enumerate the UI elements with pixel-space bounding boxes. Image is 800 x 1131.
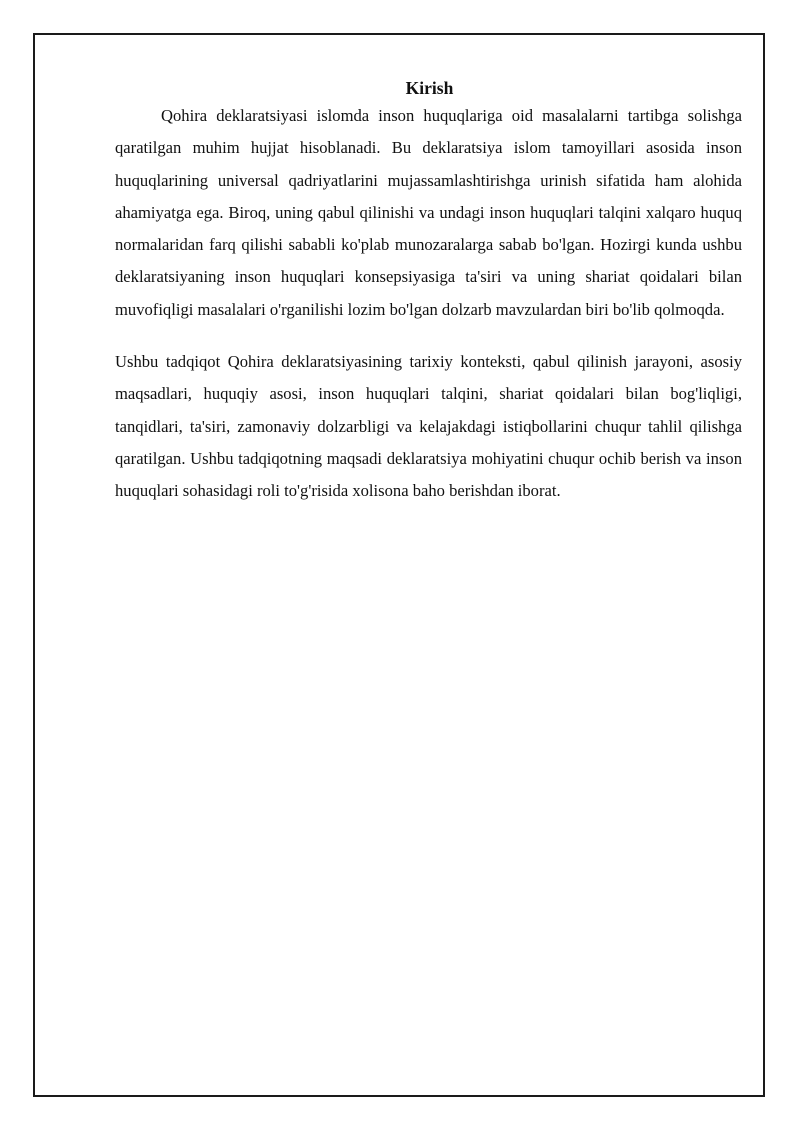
document-body [115, 76, 742, 508]
paragraph-research-aim: Ushbu tadqiqot Qohira deklaratsiyasining tarixiy konteksti, qabul qilinish jarayoni, asosiy maqsadlari, huquqiy asosi, inson huquqlari talqini, shariat qoidalari bilan bog'liqligi, tanqidlari, ta'siri, zamonaviy dolzarbligi va kelajakdagi istiqbollarini chuqur tahlil qilishga qaratilgan. Ushbu tadqiqotning maqsadi deklaratsiya mohiyatini chuqur ochib berish va inson huquqlari sohasidagi roli to'g'risida xolisona baho berishdan iborat. [115, 352, 742, 501]
paragraph-intro: Qohira deklaratsiyasi islomda inson huquqlariga oid masalalarni tartibga solishga qaratilgan muhim hujjat hisoblanadi. Bu deklaratsiya islom tamoyillari asosida inson huquqlarining universal qadriyatlarini mujassamlashtirishga urinish sifatida ham alohida ahamiyatga ega. Biroq, uning qabul qilinishi va undagi inson huquqlari talqini xalqaro huquq normalaridan farq qilishi sababli ko'plab munozaralarga sabab bo'lgan. Hozirgi kunda ushbu deklaratsiyaning inson huquqlari konsepsiyasiga ta'siri va uning shariat qoidalari bilan muvofiqligi masalalari o'rganilishi lozim bo'lgan dolzarb mavzulardan biri bo'lib qolmoqda. [115, 106, 742, 319]
section-title: Kirish [405, 78, 454, 98]
